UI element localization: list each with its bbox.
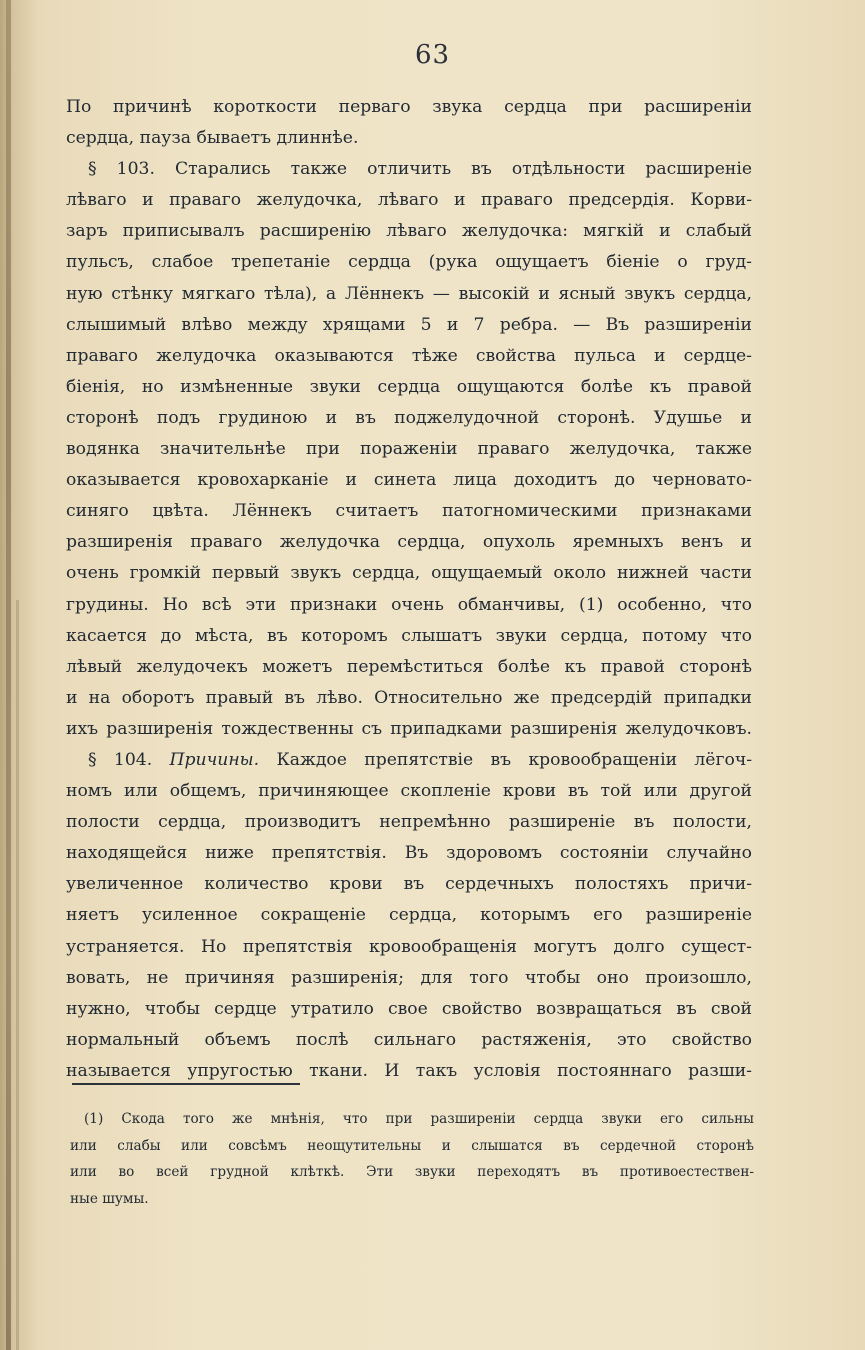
- text-line: пульсъ, слабое трепетаніе сердца (рука ощущаетъ біеніе о груд-: [66, 252, 752, 273]
- text-line: ную стѣнку мягкаго тѣла), а Лённекъ — высокій и ясный звукъ сердца,: [66, 283, 752, 304]
- text-line: лѣваго и праваго желудочка, лѣваго и праваго предсердія. Корви-: [66, 190, 752, 211]
- text-line: слышимый влѣво между хрящами 5 и 7 ребра. — Въ разширеніи: [66, 314, 752, 335]
- main-text: [66, 92, 752, 1087]
- text-line: няетъ усиленное сокращеніе сердца, которымъ его разширеніе: [66, 905, 752, 926]
- text-line: увеличенное количество крови въ сердечныхъ полостяхъ причи-: [66, 874, 752, 895]
- text-line: называется упругостью ткани. И такъ условія постояннаго разши-: [66, 1060, 752, 1081]
- text-line: сердца, пауза бываетъ длиннѣе.: [66, 128, 359, 149]
- footnote-line: ные шумы.: [70, 1190, 149, 1207]
- footnote-divider: [72, 1083, 300, 1085]
- text-line: нужно, чтобы сердце утратило свое свойство возвращаться въ свой: [66, 998, 752, 1019]
- section-heading: Причины.: [169, 749, 260, 770]
- text-line: полости сердца, производитъ непремѣнно разширеніе въ полости,: [66, 812, 752, 833]
- text-line: водянка значительнѣе при пораженіи праваго желудочка, также: [66, 439, 752, 460]
- text-line: касается до мѣста, въ которомъ слышатъ звуки сердца, потому что: [66, 625, 752, 646]
- text-line: оказывается кровохарканіе и синета лица доходитъ до черновато-: [66, 470, 752, 491]
- text-line: разширенія праваго желудочка сердца, опухоль яремныхъ венъ и: [66, 532, 752, 553]
- text-line: заръ приписывалъ расширенію лѣваго желудочка: мягкій и слабый: [66, 221, 752, 242]
- text-line: біенія, но измѣненные звуки сердца ощущаются болѣе къ правой: [66, 376, 752, 397]
- text-line: сторонѣ подъ грудиною и въ поджелудочной сторонѣ. Удушье и: [66, 407, 752, 428]
- page-gutter: [6, 0, 11, 1350]
- footnote: [70, 1106, 754, 1212]
- page-gutter-shadow: [16, 600, 19, 1350]
- text-line: грудины. Но всѣ эти признаки очень обманчивы, (1) особенно, что: [66, 594, 752, 615]
- text-line: § 103. Старались также отличить въ отдѣльности расширеніе: [88, 159, 752, 180]
- text-line: номъ или общемъ, причиняющее скопленіе крови въ той или другой: [66, 781, 752, 802]
- text-line: находящейся ниже препятствія. Въ здоровомъ состояніи случайно: [66, 843, 752, 864]
- section-104-line: [66, 745, 752, 776]
- text-line: устраняется. Но препятствія кровообращенія могутъ долго сущест-: [66, 936, 752, 957]
- footnote-line: (1) Скода того же мнѣнія, что при разширеніи сердца звуки его сильны: [84, 1111, 754, 1127]
- text-line: нормальный объемъ послѣ сильнаго растяженія, это свойство: [66, 1029, 752, 1050]
- footnote-line: или во всей грудной клѣткѣ. Эти звуки переходятъ въ противоестествен-: [70, 1164, 754, 1180]
- text-line: По причинѣ короткости перваго звука сердца при расширеніи: [66, 97, 752, 117]
- page-number: 63: [414, 40, 451, 70]
- section-number: § 104.: [88, 749, 153, 770]
- text-line: праваго желудочка оказываются тѣже свойства пульса и сердце-: [66, 345, 752, 366]
- text-line: лѣвый желудочекъ можетъ перемѣститься болѣе къ правой сторонѣ: [66, 656, 752, 677]
- text-line: ихъ разширенія тождественны съ припадками разширенія желудочковъ.: [66, 718, 752, 739]
- text-line: Каждое препятствіе въ кровообращеніи лёгоч-: [276, 749, 753, 770]
- text-line: очень громкій первый звукъ сердца, ощущаемый около нижней части: [66, 563, 752, 584]
- text-line: вовать, не причиняя разширенія; для того чтобы оно произошло,: [66, 967, 752, 988]
- text-line: и на оборотъ правый въ лѣво. Относительно же предсердій припадки: [66, 687, 752, 708]
- text-line: синяго цвѣта. Лённекъ считаетъ патогномическими признаками: [66, 501, 752, 522]
- footnote-line: или слабы или совсѣмъ неощутительны и слышатся въ сердечной сторонѣ: [70, 1137, 754, 1154]
